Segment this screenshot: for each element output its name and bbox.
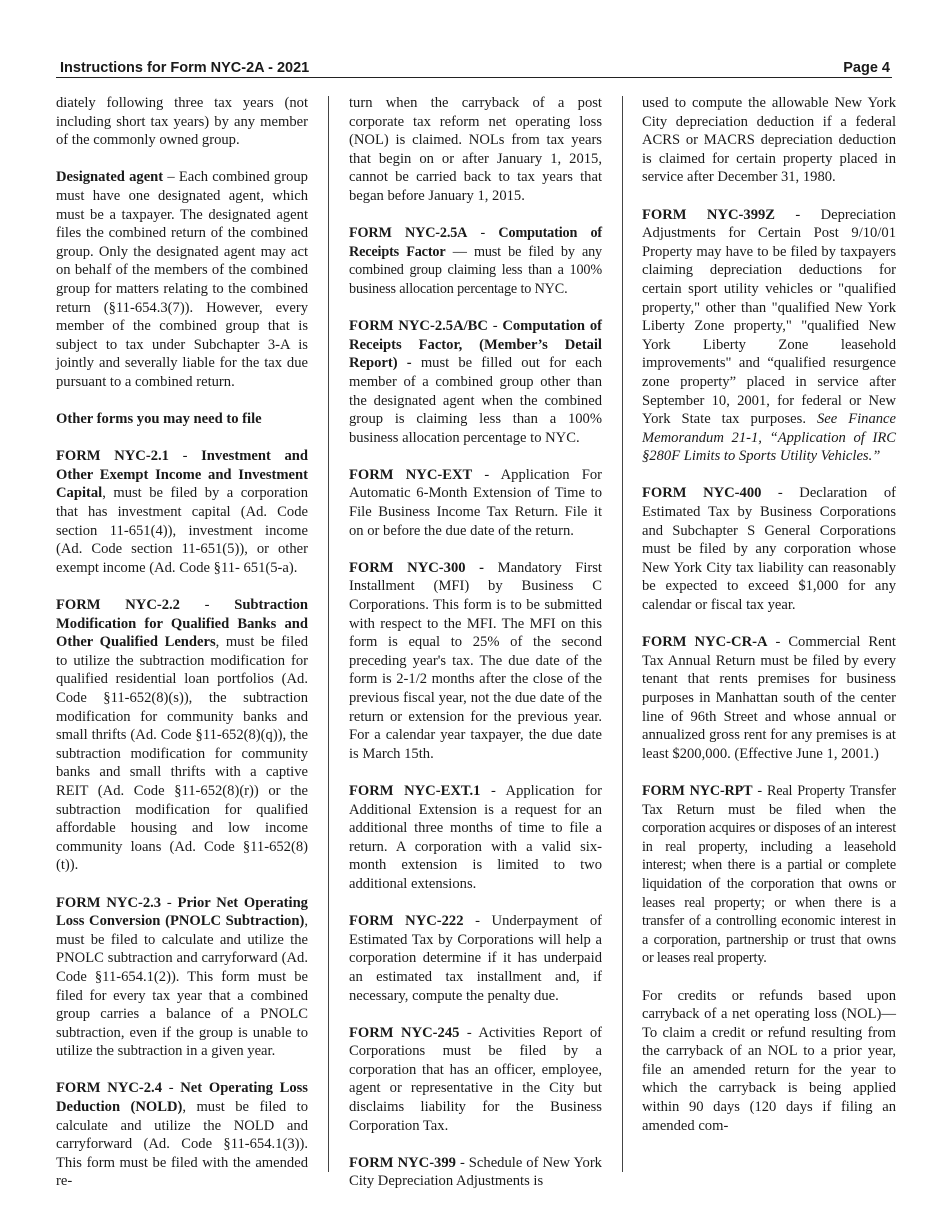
- form-name: FORM NYC-EXT: [349, 466, 473, 483]
- term-label: Designated agent: [56, 169, 164, 186]
- finance-memo-reference: See Finance Memorandum 21-1, “Application of IRC §280F Limits to Sports Utility Vehicles.”: [642, 411, 897, 465]
- form-description: - Schedule of New York City Depreciation Adjustments is: [349, 1154, 602, 1190]
- form-description: - Application For Automatic 6-Month Extension of Time to File Business Income Tax Return. File it on or before the due date of the return.: [349, 466, 602, 539]
- form-entry-nyc-ext: [349, 466, 602, 540]
- form-title: Computation of Receipts Factor: [349, 225, 602, 260]
- paragraph: turn when the carryback of a post corporate tax reform net operating loss (NOL) is claimed. NOLs from tax years that begin on or after January 1, 2015, cannot be carried back to tax years that began before January 1, 2015.: [349, 95, 602, 204]
- form-name: FORM NYC-400: [642, 485, 762, 502]
- form-entry-nyc-300: [349, 559, 602, 764]
- page-number: Page 4: [843, 60, 890, 76]
- paragraph: used to compute the allowable New York City depreciation deduction if a federal ACRS or MACRS depreciation deduction is claimed for certain property placed in service after December 31, 1980.: [642, 95, 896, 186]
- form-title: Computation of Receipts Factor, (Member’s Detail Report) -: [349, 318, 602, 372]
- form-entry-nyc-399z: [642, 206, 896, 466]
- form-description: , must be filed to calculate and utilize the NOLD and carryforward (Ad. Code §11-654.1(3)). This form must be filed with the amended re-: [56, 1099, 308, 1190]
- form-description: - Application for Additional Extension is a request for an additional three months of time to file a return. A corporation with a valid six-month extension is limited to two additional extensions.: [349, 782, 602, 892]
- paragraph-nol-carryback: For credits or refunds based upon carryback of a net operating loss (NOL)— To claim a credit or refund resulting from the carryback of an NOL to a prior year, file an amended return for the year to which the carryback is being applied within 90 days (120 days if filing an amended com-: [642, 987, 896, 1134]
- form-description: — must be filed by any combined group claiming less than a 100% business allocation percentage to NYC.: [349, 243, 602, 297]
- form-entry-nyc-2-5a-bc: [349, 317, 602, 447]
- separator: -: [467, 225, 499, 242]
- form-name: FORM NYC-2.5A: [349, 225, 468, 242]
- form-description: , must be filed to calculate and utilize the PNOLC subtraction and carryforward (Ad. Code §11-654.1(2)). This form must be filed for every tax year that a combined group carries a balance of a PNOLC subtraction, even if the group is unable to utilize the subtraction in a given year.: [56, 913, 308, 1060]
- form-entry-nyc-399: [349, 1154, 602, 1191]
- form-entry-nyc-rpt: [642, 782, 896, 968]
- separator: -: [179, 597, 235, 614]
- form-entry-nyc-222: [349, 912, 602, 1005]
- form-description: - Commercial Rent Tax Annual Return must be filed by every tenant that rents premises for business purposes in Manhattan south of the center line of 96th Street and whose annual or annualized gross rent for any premises is at least $200,000. (Effective June 1, 2001.): [642, 634, 896, 762]
- form-description: must be filled out for each member of a combined group other than the designated agent when the combined group is claiming less than a 100% business allocation percentage to NYC.: [349, 355, 602, 446]
- column-divider-1: [328, 96, 329, 1172]
- paragraph-designated-agent: [56, 168, 308, 391]
- form-name: FORM NYC-245: [349, 1024, 460, 1041]
- form-entry-nyc-2-2: [56, 596, 308, 875]
- form-description: - Declaration of Estimated Tax by Business Corporations and Subchapter S General Corporations must be filed by any corporation whose New York City tax liability can reasonably be expected to exceed $1,000 for any calendar or fiscal tax year.: [642, 485, 896, 614]
- form-name: FORM NYC-399Z: [642, 206, 776, 223]
- form-title: Subtraction Modification for Qualified Banks and Other Qualified Lenders: [56, 597, 308, 651]
- form-name: FORM NYC-300 -: [349, 559, 484, 576]
- form-entry-nyc-cr-a: [642, 633, 896, 763]
- form-title: Investment and Other Exempt Income and Investment Capital: [56, 448, 308, 502]
- separator: -: [487, 318, 503, 335]
- form-name: FORM NYC-2.5A/BC: [349, 318, 488, 335]
- page-header: [56, 56, 892, 78]
- form-title: Net Operating Loss Deduction (NOLD): [56, 1080, 308, 1116]
- form-description: Mandatory First Installment (MFI) by Business C Corporations. This form is to be submitted with respect to the MFI. The MFI on this form is equal to 25% of the second preceding year's tax. The due date of the form is 2-1/2 months after the close of the previous fiscal year, not the due date of the return or extension for the previous year. For a calendar year taxpayer, the due date is March 15th.: [349, 559, 602, 762]
- form-entry-nyc-ext-1: [349, 782, 602, 894]
- form-name: FORM NYC-2.1: [56, 448, 169, 465]
- form-name: FORM NYC-CR-A: [642, 634, 768, 651]
- form-description: - Real Property Transfer Tax Return must be filed when the corporation acquires or disposes of an interest in real property, including a leasehold interest; when there is a partial or complete liquidation of the corporation that owns or leases real property; or when there is a transfer of a controlling economic interest in a corporation, partnership or trust that owns or leases real property.: [642, 782, 896, 967]
- form-name: FORM NYC-2.3: [56, 894, 162, 911]
- form-name: FORM NYC-222: [349, 913, 464, 930]
- form-name: FORM NYC-2.2: [56, 597, 180, 614]
- form-description: - Underpayment of Estimated Tax by Corporations will help a corporation determine if it has underpaid an estimated tax installment and, if necessary, compute the penalty due.: [349, 913, 602, 1004]
- form-entry-nyc-2-4: [56, 1079, 308, 1191]
- paragraph-text: – Each combined group must have one designated agent, which must be a taxpayer. The designated agent files the combined return of the combined group. Only the designated agent may act on behalf of the members of the combined group for matters relating to the combined return (§11-654.3(7)). However, every member of the combined group that is subject to tax under Subchapter 3-A is jointly and severally liable for the tax due pursuant to a combined return.: [56, 169, 308, 390]
- column-1: [56, 94, 308, 1210]
- separator: -: [168, 448, 202, 465]
- form-description: , must be filed by a corporation that has investment capital (Ad. Code section 11-651(4)), investment income (Ad. Code section 11-651(5)), or other exempt income (Ad. Code §11- 651(5-a).: [56, 485, 308, 576]
- form-description: - Activities Report of Corporations must be filed by a corporation that has an officer, employee, agent or representative in the City but disclaims liability for the Business Corporation Tax.: [349, 1024, 602, 1134]
- form-name: FORM NYC-EXT.1: [349, 782, 481, 799]
- form-title: Prior Net Operating Loss Conversion (PNOLC Subtraction): [56, 894, 308, 930]
- paragraph: diately following three tax years (not including short tax years) by any member of the commonly owned group.: [56, 95, 308, 149]
- form-entry-nyc-2-5a: [349, 224, 602, 298]
- document-title: Instructions for Form NYC-2A - 2021: [60, 60, 310, 76]
- form-name: FORM NYC-399: [349, 1154, 456, 1171]
- separator: -: [162, 1080, 181, 1097]
- column-2: [349, 94, 602, 1210]
- section-heading: Other forms you may need to file: [56, 411, 262, 428]
- form-entry-nyc-2-1: [56, 447, 308, 577]
- form-description: , must be filed to utilize the subtraction modification for qualified residential loan portfolios (Ad. Code §11-652(8)(s)), the subtraction modification for community banks and small thrifts (Ad. Code §11-652(8)(q)), the subtraction modification for community banks and small thrifts with a captive REIT (Ad. Code §11-652(8)(r)) or the subtraction modification for qualified affordable housing and low income community loans (Ad. Code §11-652(8)(t)).: [56, 634, 308, 874]
- form-description: - Depreciation Adjustments for Certain Post 9/10/01 Property may have to be filed by taxpayers claiming depreciation deductions for certain sport utility vehicles or "qualified property," other than "qualified New York Liberty Zone property," "qualified New York Liberty Zone leasehold improvements" and “qualified resurgence zone property” placed in service after September 10, 2001, for federal or New York State tax purposes.: [642, 206, 896, 428]
- form-name: FORM NYC-2.4: [56, 1080, 162, 1097]
- form-entry-nyc-400: [642, 484, 896, 614]
- column-3: [642, 94, 896, 1154]
- column-divider-2: [622, 96, 623, 1172]
- form-entry-nyc-245: [349, 1024, 602, 1136]
- form-name: FORM NYC-RPT: [642, 782, 753, 799]
- form-entry-nyc-2-3: [56, 894, 308, 1061]
- separator: -: [161, 894, 178, 911]
